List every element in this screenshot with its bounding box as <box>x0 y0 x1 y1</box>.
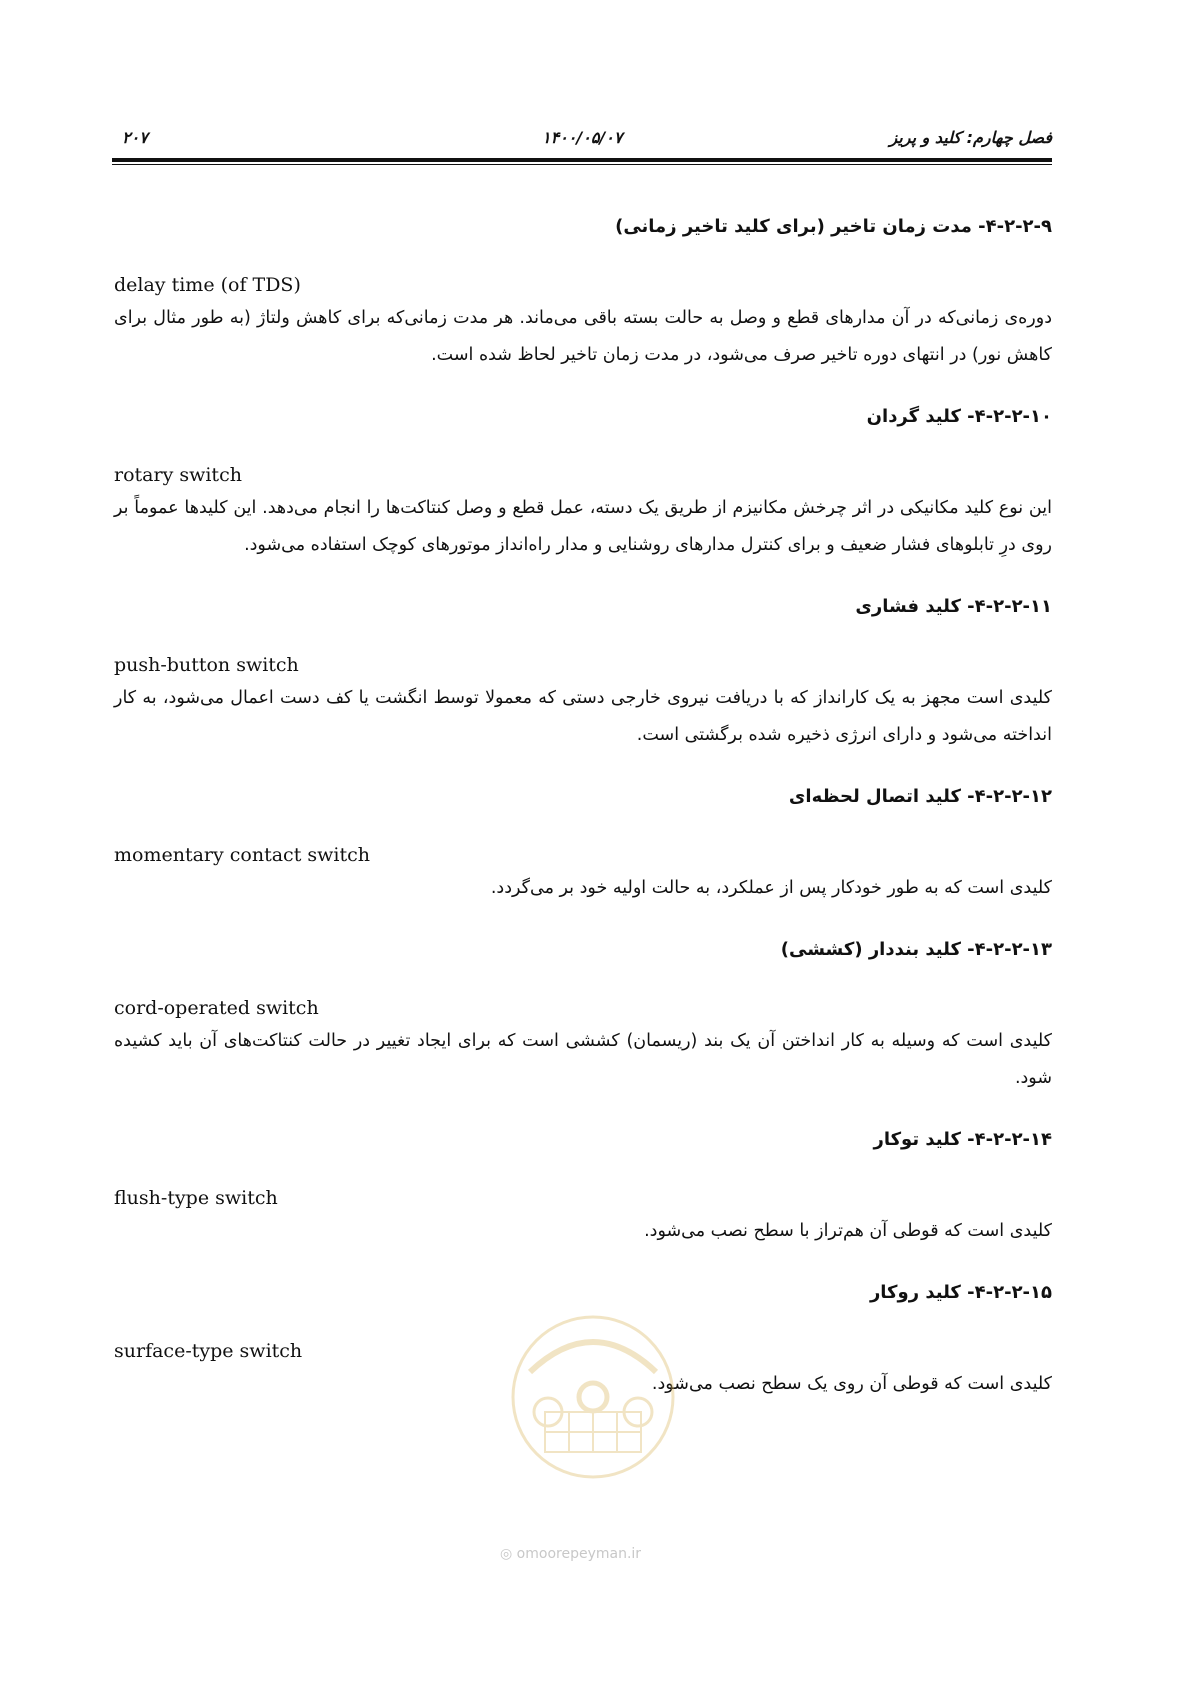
section-body: کلیدی است که به طور خودکار پس از عملکرد، به حالت اولیه خود بر می‌گردد. <box>490 878 1052 898</box>
page-header <box>112 118 1052 158</box>
section-heading: ۴-۲-۲-۱۴- کلید توکار <box>873 1129 1052 1150</box>
header-date: ۱۴۰۰/۰۵/۰۷ <box>542 128 623 147</box>
section-heading: ۴-۲-۲-۹- مدت زمان تاخیر (برای کلید تاخیر زمانی) <box>615 216 1052 237</box>
section-body: دوره‌ی زمانی‌که در آن مدارهای قطع و وصل به حالت بسته باقی می‌ماند. هر مدت زمانی‌که برای کاهش ولتاژ (به طور مثال برای کاهش نور) در انتهای دوره تاخیر صرف می‌شود، در مدت زمان تاخیر لحاظ شده است. <box>114 308 1052 365</box>
chapter-title: فصل چهارم: کلید و پریز <box>889 128 1052 147</box>
section-rotary-switch <box>114 400 1052 564</box>
english-term: push-button switch <box>114 654 299 676</box>
section-body: کلیدی است که وسیله به کار انداختن آن یک بند (ریسمان) کششی است که برای ایجاد تغییر در حالت کنتاکت‌های آن باید کشیده شود. <box>114 1031 1052 1088</box>
english-term: momentary contact switch <box>114 844 370 866</box>
header-rule-thin <box>112 164 1052 165</box>
english-term: flush-type switch <box>114 1187 278 1209</box>
page-content <box>114 210 1052 1403</box>
instagram-icon: ◎ <box>500 1546 513 1562</box>
section-heading: ۴-۲-۲-۱۵- کلید روکار <box>869 1282 1052 1303</box>
page-number: ۲۰۷ <box>122 128 148 147</box>
section-body: کلیدی است که قوطی آن هم‌تراز با سطح نصب می‌شود. <box>644 1221 1052 1241</box>
english-term: rotary switch <box>114 464 242 486</box>
section-heading: ۴-۲-۲-۱۱- کلید فشاری <box>855 596 1052 617</box>
section-cord-operated-switch <box>114 933 1052 1097</box>
section-heading: ۴-۲-۲-۱۳- کلید بنددار (کششی) <box>780 939 1052 960</box>
section-body: کلیدی است که قوطی آن روی یک سطح نصب می‌شود. <box>651 1374 1052 1394</box>
watermark-logo <box>490 1302 696 1482</box>
english-term: cord-operated switch <box>114 997 319 1019</box>
section-delay-time <box>114 210 1052 374</box>
section-body: کلیدی است مجهز به یک کارانداز که با دریافت نیروی خارجی دستی که معمولا توسط انگشت یا کف دست اعمال می‌شود، به کار انداخته می‌شود و دارای انرژی ذخیره شده برگشتی است. <box>114 688 1052 745</box>
english-term: delay time (of TDS) <box>114 274 301 296</box>
header-rule-thick <box>112 158 1052 162</box>
section-heading: ۴-۲-۲-۱۲- کلید اتصال لحظه‌ای <box>788 786 1052 807</box>
section-flush-type-switch <box>114 1123 1052 1250</box>
section-heading: ۴-۲-۲-۱۰- کلید گردان <box>866 406 1052 427</box>
section-momentary-contact-switch <box>114 780 1052 907</box>
section-body: این نوع کلید مکانیکی در اثر چرخش مکانیزم از طریق یک دسته، عمل قطع و وصل کنتاکت‌ها را انجام می‌دهد. این کلیدها عموماً بر روی درِ تابلوهای فشار ضعیف و برای کنترل مدارهای روشنایی و مدار راه‌انداز موتورهای کوچک استفاده می‌شود. <box>114 498 1052 555</box>
watermark-url: ◎ omoorepeyman.ir <box>500 1546 642 1562</box>
english-term: surface-type switch <box>114 1340 303 1362</box>
watermark-seal-icon <box>490 1302 696 1482</box>
section-push-button-switch <box>114 590 1052 754</box>
